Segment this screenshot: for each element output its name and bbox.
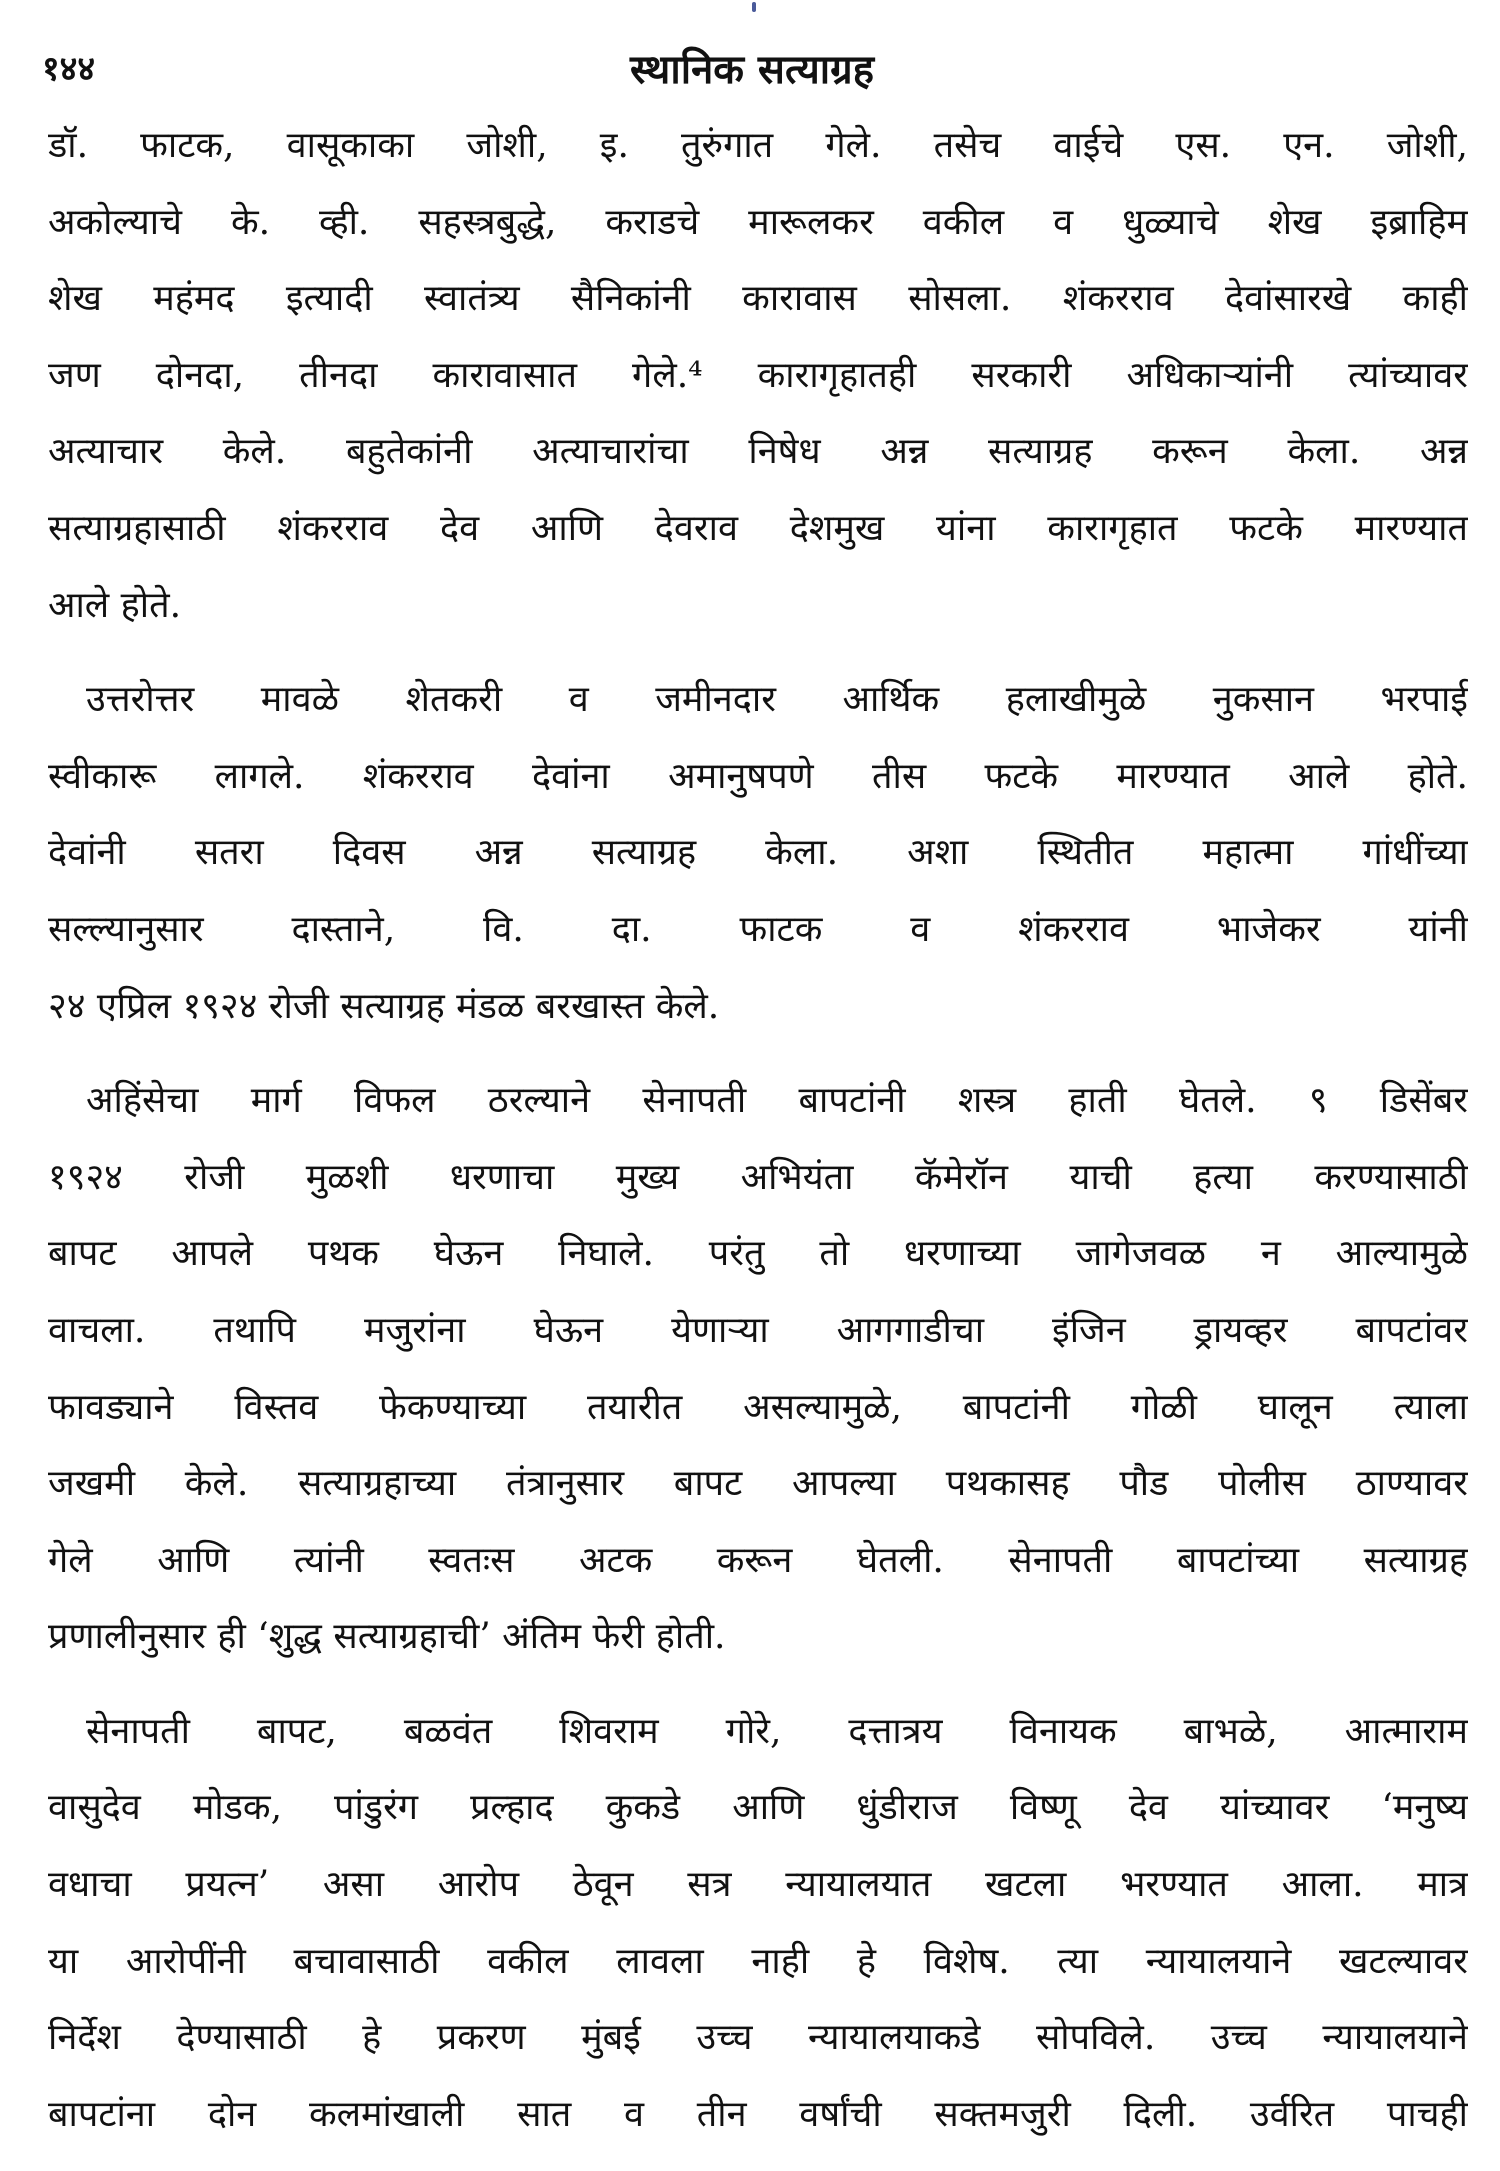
text-line: डॉ. फाटक, वासूकाका जोशी, इ. तुरुंगात गेले. तसेच वाईचे एस. एन. जोशी, [48,125,1468,166]
paragraph-1 [48,108,1468,644]
text-line: निर्देश देण्यासाठी हे प्रकरण मुंबई उच्च न्यायालयाकडे सोपविले. उच्च न्यायालयाने [48,2017,1468,2059]
text-line: वासुदेव मोडक, पांडुरंग प्रल्हाद कुकडे आणि धुंडीराज विष्णू देव यांच्यावर ‘मनुष्य [48,1787,1468,1829]
running-title: स्थानिक सत्याग्रह [630,46,874,93]
text-line: स्वीकारू लागले. शंकरराव देवांना अमानुषपणे तीस फटके मारण्यात आले होते. [48,755,1468,797]
text-line: अकोल्याचे के. व्ही. सहस्त्रबुद्धे, कराडचे मारूलकर वकील व धुळ्याचे शेख इब्राहिम [48,201,1468,243]
paragraph-3 [48,1063,1468,1676]
text-line: बापटांना दोन कलमांखाली सात व तीन वर्षांची सक्तमजुरी दिली. उर्वरित पाचही [48,2093,1468,2135]
text-line: प्रणालीनुसार ही ‘शुद्ध सत्याग्रहाची’ अंतिम फेरी होती. [48,1616,726,1658]
text-line: फावड्याने विस्तव फेकण्याच्या तयारीत असल्यामुळे, बापटांनी गोळी घालून त्याला [48,1386,1468,1428]
text-line: वधाचा प्रयत्न’ असा आरोप ठेवून सत्र न्यायालयात खटला भरण्यात आला. मात्र [48,1864,1468,1906]
paragraph-2 [48,662,1468,1045]
text-line: उत्तरोत्तर मावळे शेतकरी व जमीनदार आर्थिक हलाखीमुळे नुकसान भरपाई [86,679,1468,721]
text-line: वाचला. तथापि मजुरांना घेऊन येणाऱ्या आगगाडीचा इंजिन ड्रायव्हर बापटांवर [48,1309,1468,1351]
text-line: जखमी केले. सत्याग्रहाच्या तंत्रानुसार बापट आपल्या पथकासह पौड पोलीस ठाण्यावर [48,1463,1468,1505]
page-header [42,38,1462,98]
text-line: जण दोनदा, तीनदा कारावासात गेले.⁴ कारागृहातही सरकारी अधिकाऱ्यांनी त्यांच्यावर [48,354,1468,396]
text-line: गेले आणि त्यांनी स्वतःस अटक करून घेतली. सेनापती बापटांच्या सत्याग्रह [48,1539,1468,1581]
text-line: बापट आपले पथक घेऊन निघाले. परंतु तो धरणाच्या जागेजवळ न आल्यामुळे [48,1233,1468,1275]
text-line: सत्याग्रहासाठी शंकरराव देव आणि देवराव देशमुख यांना कारागृहात फटके मारण्यात [48,507,1468,549]
text-line: १९२४ रोजी मुळशी धरणाचा मुख्य अभियंता कॅमेरॉन याची हत्या करण्यासाठी [48,1156,1468,1198]
text-line: अत्याचार केले. बहुतेकांनी अत्याचारांचा निषेध अन्न सत्याग्रह करून केला. अन्न [48,431,1468,473]
text-line: आले होते. [48,584,182,626]
text-line: सल्ल्यानुसार दास्ताने, वि. दा. फाटक व शंकरराव भाजेकर यांनी [48,908,1468,950]
text-line: अहिंसेचा मार्ग विफल ठरल्याने सेनापती बापटांनी शस्त्र हाती घेतले. ९ डिसेंबर [86,1080,1468,1122]
text-line: या आरोपींनी बचावासाठी वकील लावला नाही हे विशेष. त्या न्यायालयाने खटल्यावर [48,1940,1468,1982]
page-number: १४४ [42,49,96,89]
paragraph-4 [48,1694,1468,2154]
body-text [48,108,1468,2171]
scan-mark [752,2,756,12]
text-line: सेनापती बापट, बळवंत शिवराम गोरे, दत्तात्रय विनायक बाभळे, आत्माराम [86,1710,1468,1752]
text-line: देवांनी सतरा दिवस अन्न सत्याग्रह केला. अशा स्थितीत महात्मा गांधींच्या [48,832,1468,874]
text-line: २४ एप्रिल १९२४ रोजी सत्याग्रह मंडळ बरखास्त केले. [48,985,720,1027]
text-line: शेख महंमद इत्यादी स्वातंत्र्य सैनिकांनी कारावास सोसला. शंकरराव देवांसारखे काही [48,278,1468,320]
